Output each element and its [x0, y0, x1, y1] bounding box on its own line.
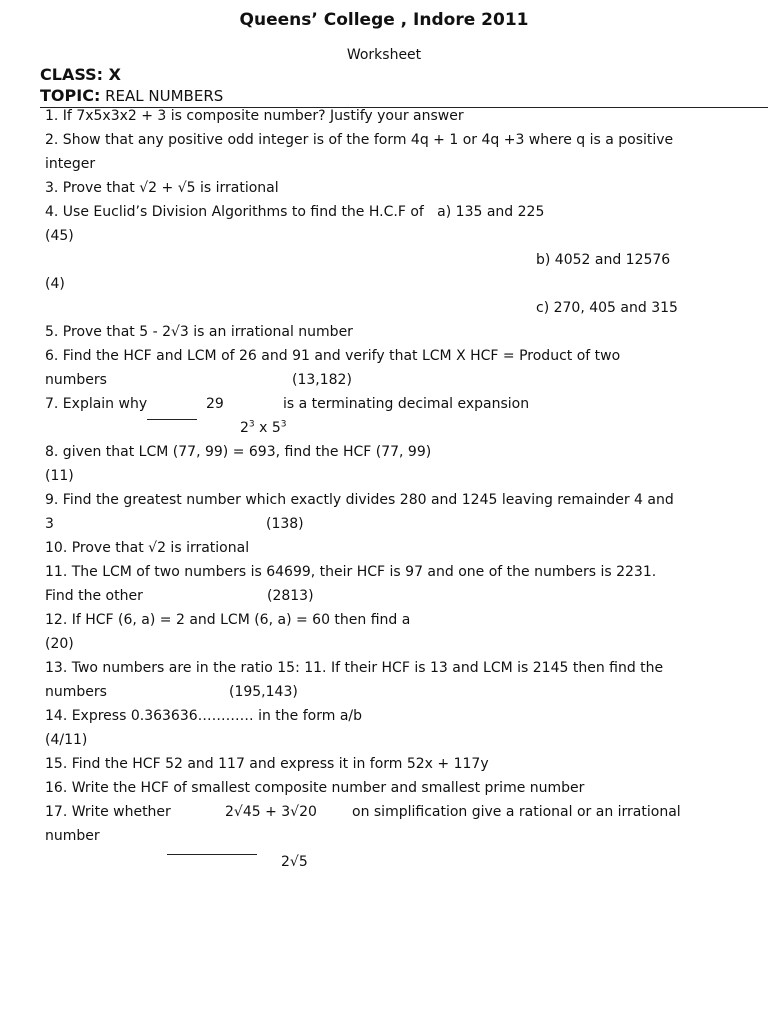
question-12: 12. If HCF (6, a) = 2 and LCM (6, a) = 60 then find a	[45, 612, 411, 628]
question-17-rest: on simplification give a rational or an irrational	[352, 804, 681, 820]
question-13: 13. Two numbers are in the ratio 15: 11. If their HCF is 13 and LCM is 2145 then find the	[45, 660, 664, 676]
question-17: 17. Write whether	[45, 804, 171, 820]
question-6-cont: numbers	[45, 372, 107, 388]
question-7-den-mid: x 5	[254, 420, 281, 436]
class-line	[40, 65, 121, 84]
question-7-den-base: 2	[240, 420, 249, 436]
question-11: 11. The LCM of two numbers is 64699, their HCF is 97 and one of the numbers is 2231.	[45, 564, 657, 580]
question-13-cont: numbers	[45, 684, 107, 700]
page-title: Queens’ College , Indore 2011	[239, 10, 529, 30]
topic-line	[40, 86, 223, 105]
answer-6: (13,182)	[292, 372, 352, 388]
question-1: 1. If 7x5x3x2 + 3 is composite number? Justify your answer	[45, 108, 464, 124]
question-17-denominator: 2√5	[281, 854, 308, 870]
question-10: 10. Prove that √2 is irrational	[45, 540, 250, 556]
topic-value: REAL NUMBERS	[105, 87, 224, 105]
question-3: 3. Prove that √2 + √5 is irrational	[45, 180, 279, 196]
question-7: 7. Explain why	[45, 396, 148, 412]
question-17-fraction-bar	[167, 854, 257, 855]
answer-4b: (4)	[45, 276, 65, 292]
question-4c: c) 270, 405 and 315	[536, 300, 678, 316]
answer-13: (195,143)	[229, 684, 298, 700]
answer-9: (138)	[266, 516, 304, 532]
question-5: 5. Prove that 5 - 2√3 is an irrational number	[45, 324, 353, 340]
question-4: 4. Use Euclid’s Division Algorithms to find the H.C.F of a) 135 and 225	[45, 204, 545, 220]
answer-11: (2813)	[267, 588, 314, 604]
question-7-numerator: 29	[206, 396, 224, 412]
question-7-denominator	[240, 416, 286, 440]
question-8: 8. given that LCM (77, 99) = 693, find the HCF (77, 99)	[45, 444, 432, 460]
question-4b: b) 4052 and 12576	[536, 252, 671, 268]
class-value: X	[108, 65, 121, 84]
question-7-rest: is a terminating decimal expansion	[283, 396, 530, 412]
question-17-cont: number	[45, 828, 100, 844]
question-7-fraction-bar	[147, 419, 197, 420]
question-16: 16. Write the HCF of smallest composite number and smallest prime number	[45, 780, 585, 796]
topic-label: TOPIC:	[40, 86, 101, 105]
answer-4a: (45)	[45, 228, 74, 244]
question-11-cont: Find the other	[45, 588, 143, 604]
question-9-cont: 3	[45, 516, 54, 532]
page-subtitle: Worksheet	[346, 47, 422, 63]
question-17-numerator: 2√45 + 3√20	[225, 804, 317, 820]
question-7-den-exp1: 3	[248, 419, 255, 430]
class-label: CLASS:	[40, 65, 104, 84]
question-2-cont: integer	[45, 156, 96, 172]
question-2: 2. Show that any positive odd integer is of the form 4q + 1 or 4q +3 where q is a positive	[45, 132, 674, 148]
question-9: 9. Find the greatest number which exactly divides 280 and 1245 leaving remainder 4 and	[45, 492, 674, 508]
question-15: 15. Find the HCF 52 and 117 and express it in form 52x + 117y	[45, 756, 489, 772]
answer-12: (20)	[45, 636, 74, 652]
answer-14: (4/11)	[45, 732, 88, 748]
question-6: 6. Find the HCF and LCM of 26 and 91 and verify that LCM X HCF = Product of two	[45, 348, 621, 364]
question-14: 14. Express 0.363636………… in the form a/b	[45, 708, 362, 724]
answer-8: (11)	[45, 468, 74, 484]
question-7-den-exp2: 3	[280, 419, 287, 430]
